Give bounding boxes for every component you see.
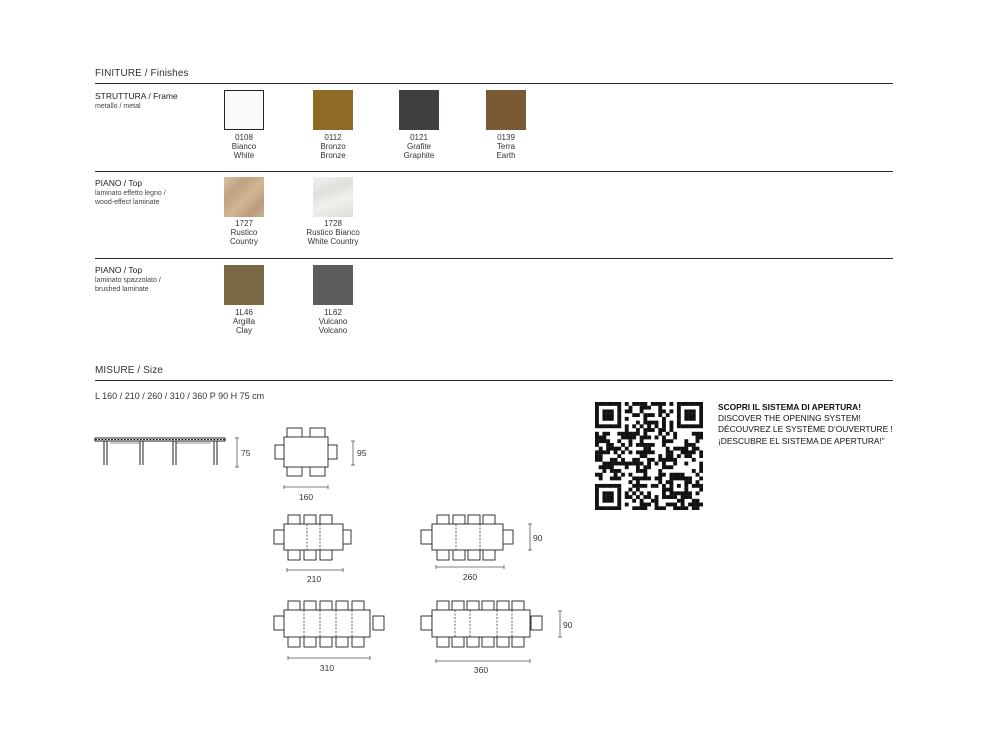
table-top-view-360 [415,595,580,680]
finish-group-desc: brushed laminate [95,286,149,293]
finish-group-desc: laminato spazzolato / [95,277,161,284]
table-top-view-260 [415,510,555,590]
swatch-1L46[interactable] [224,265,264,305]
qr-caption-line-es: ¡DESCUBRE EL SISTEMA DE APERTURA!” [718,435,885,446]
finish-group-desc: metallo / metal [95,103,141,110]
depth-label-90: 90 [563,620,573,630]
swatch-0108[interactable] [224,90,264,130]
size-dimensions: L 160 / 210 / 260 / 310 / 360 P 90 H 75 cm [95,391,265,401]
depth-label-90: 90 [533,533,543,543]
side-height-label: 75 [241,448,251,458]
length-label-360: 360 [473,665,489,675]
finishes-divider [95,258,893,259]
swatch-caption-0112: 0112 Bronzo Bronze [320,133,346,160]
swatch-caption-0121: 0121 Grafite Graphite [403,133,435,160]
finish-group-name: PIANO / Top [95,178,143,188]
swatch-1727[interactable] [224,177,264,217]
finish-group-top-wood-label [95,178,166,207]
qr-caption-line-it: SCOPRI IL SISTEMA DI APERTURA! [718,402,862,412]
size-title: MISURE / Size [95,365,163,376]
finishes-divider [95,171,893,172]
swatch-0112[interactable] [313,90,353,130]
swatch-caption-1L62: 1L62 Vulcano Volcano [318,308,348,335]
swatch-caption-0139: 0139 Terra Earth [496,133,516,160]
table-top-view-160 [270,425,380,505]
finishes-title: FINITURE / Finishes [95,68,189,79]
length-label-260: 260 [462,572,478,582]
swatch-caption-0108: 0108 Bianco White [231,133,257,160]
finish-group-frame-label [95,91,178,111]
finishes-divider [95,83,893,84]
finish-group-top-brushed-label [95,265,161,294]
swatch-1728[interactable] [313,177,353,217]
finish-group-name: STRUTTURA / Frame [95,91,178,101]
qr-caption-line-en: DISCOVER THE OPENING SYSTEM! [718,413,861,424]
swatch-caption-1728: 1728 Rustico Bianco White Country [306,219,360,246]
qr-code[interactable] [595,402,703,510]
table-top-view-210 [270,510,370,590]
finish-group-desc: laminato effetto legno / [95,190,166,197]
swatch-caption-1727: 1727 Rustico Country [229,219,258,246]
size-divider [95,380,893,381]
finish-group-name: PIANO / Top [95,265,143,275]
length-label-310: 310 [319,663,335,673]
swatch-1L62[interactable] [313,265,353,305]
finish-group-desc: wood-effect laminate [95,199,160,206]
swatch-0121[interactable] [399,90,439,130]
length-label-160: 160 [298,492,314,502]
swatch-caption-1L46: 1L46 Argilla Clay [232,308,256,335]
depth-label-95: 95 [357,448,367,458]
length-label-210: 210 [306,574,322,584]
table-top-view-310 [270,595,390,675]
qr-caption-line-fr: DÉCOUVREZ LE SYSTÈME D’OUVERTURE ! [718,424,893,435]
qr-caption [718,402,893,447]
table-side-view [90,430,260,475]
swatch-0139[interactable] [486,90,526,130]
